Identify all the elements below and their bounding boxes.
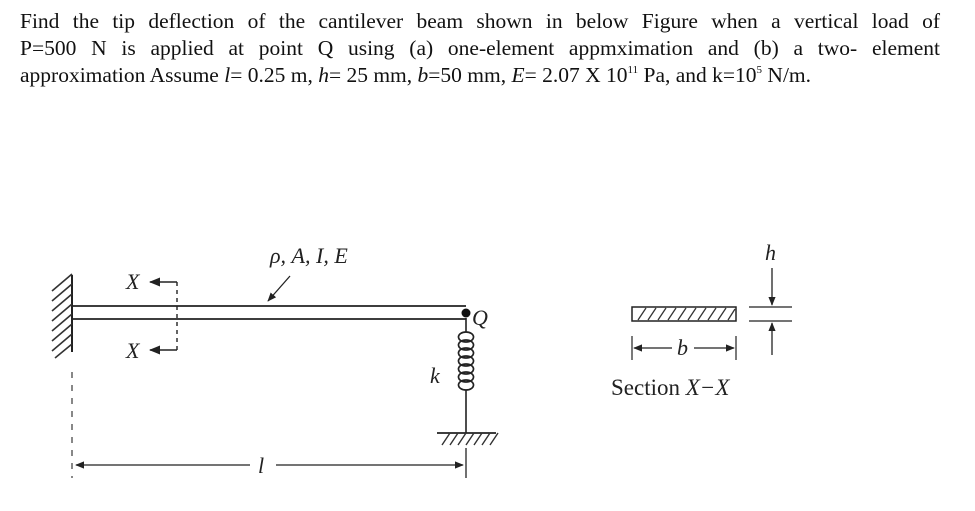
line3-text-a: approximation Assume [20,63,225,87]
spring-ground [437,433,498,478]
problem-line-1: Find the tip deflection of the cantilever beam shown in below Figure when a vertical load of [20,9,940,33]
var-h: h [318,63,329,87]
beam-properties-annotation [268,243,348,301]
length-dimension [76,453,463,478]
point-q-label: Q [472,305,488,330]
line3-text-e: = 2.07 X 10 [524,63,628,87]
section-caption-var: X−X [685,375,730,400]
fixed-wall [52,274,72,478]
line3-text-f: Pa, and k=10 [638,63,757,87]
section-cut-marker [125,269,177,363]
spring [430,318,474,433]
section-label-top: X [126,269,140,294]
exp-k: 5 [756,64,763,76]
height-dimension [749,240,792,355]
cantilever-beam [72,306,466,319]
exp-E: 11 [627,64,639,76]
var-b: b [417,63,429,87]
width-dimension [632,335,736,360]
line3-text-c: = 25 mm, [328,63,418,87]
properties-label: ρ, A, I, E [270,243,348,268]
section-caption-prefix: Section [611,375,686,400]
spring-k-label: k [430,363,440,388]
problem-line-2: P=500 N is applied at point Q using (a) one-element appmximation and (b) a two- element [20,36,940,60]
width-b-label: b [677,335,688,360]
section-label-bottom: X [126,338,140,363]
line3-text-g: N/m. [762,63,812,87]
height-h-label: h [765,240,776,265]
line3-text-d: =50 mm, [428,63,512,87]
line3-text-b: = 0.25 m, [230,63,319,87]
var-l: l [224,63,231,87]
length-l-label: l [258,453,265,478]
section-caption [611,375,730,400]
var-E: E [511,63,525,87]
cross-section-view [611,240,792,400]
